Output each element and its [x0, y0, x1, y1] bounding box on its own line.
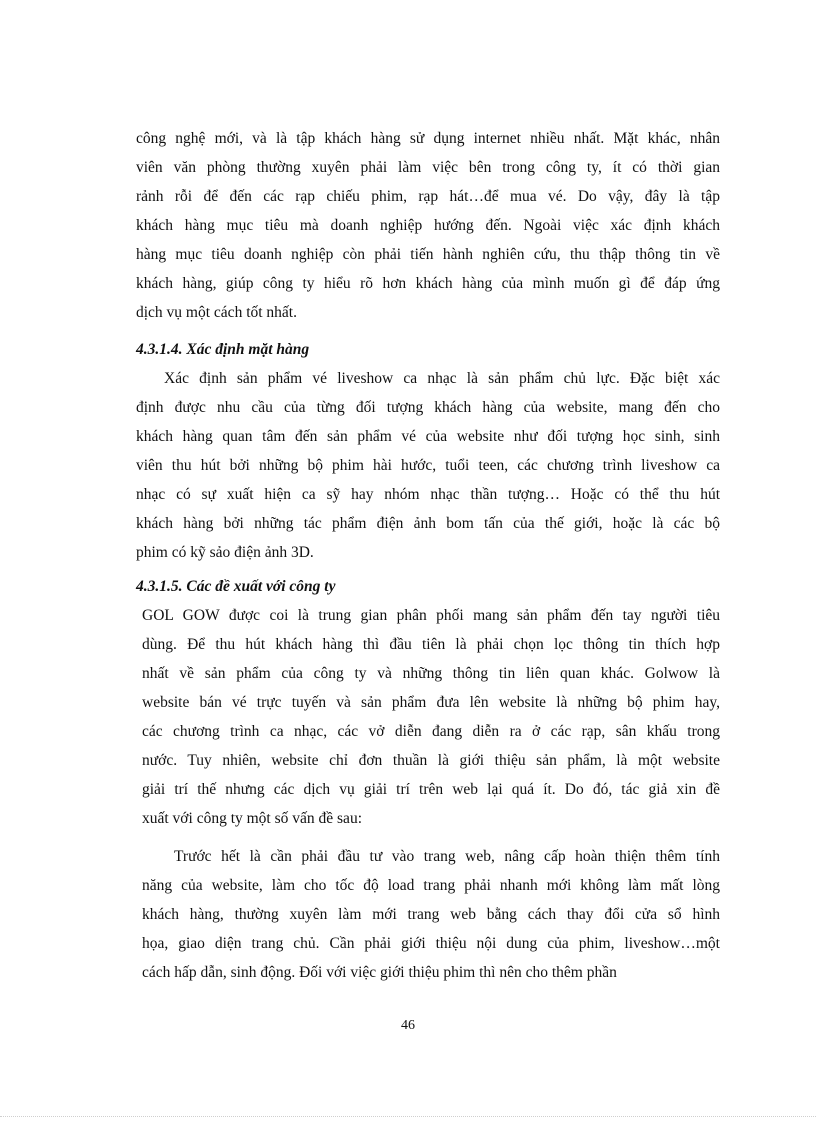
text-line: website bán vé trực tuyến và sản phẩm đưa lên website là những bộ phim hay, — [142, 694, 720, 711]
text-line: phim có kỹ sảo điện ảnh 3D. — [136, 544, 314, 561]
text-line: GOL GOW được coi là trung gian phân phối mang sản phẩm đến tay người tiêu — [142, 607, 720, 624]
text-line: nước. Tuy nhiên, website chỉ đơn thuần là giới thiệu sản phẩm, là một website — [142, 752, 720, 769]
text-line: dịch vụ một cách tốt nhất. — [136, 304, 297, 321]
text-line: nhất về sản phẩm của công ty và những thông tin liên quan khác. Golwow là — [142, 665, 720, 682]
text-line: khách hàng, thường xuyên làm mới trang web bằng cách thay đổi cửa sổ hình — [142, 906, 720, 923]
text-line: hàng mục tiêu doanh nghiệp còn phải tiến hành nghiên cứu, thu thập thông tin về — [136, 246, 720, 263]
paragraph-product-definition — [136, 364, 720, 567]
text-line: định được nhu cầu của từng đối tượng khách hàng của website, mang đến cho — [136, 399, 720, 416]
text-line: Xác định sản phẩm vé liveshow ca nhạc là sản phẩm chủ lực. Đặc biệt xác — [164, 370, 720, 387]
text-line: dùng. Để thu hút khách hàng thì đầu tiên là phải chọn lọc thông tin thích hợp — [142, 636, 720, 653]
text-line: khách hàng, giúp công ty hiểu rõ hơn khách hàng của mình muốn gì để đáp ứng — [136, 275, 720, 292]
paragraph-web-investment — [142, 842, 720, 987]
text-line: các chương trình ca nhạc, các vở diễn đang diễn ra ở các rạp, sân khấu trong — [142, 723, 720, 740]
text-line: giải trí thế nhưng các dịch vụ giải trí trên web lại quá ít. Do đó, tác giả xin đề — [142, 781, 720, 798]
text-line: nhạc có sự xuất hiện ca sỹ hay nhóm nhạc thần tượng… Hoặc có thể thu hút — [136, 486, 720, 503]
text-line: cách hấp dẫn, sinh động. Đối với việc giới thiệu phim thì nên cho thêm phần — [142, 964, 617, 981]
page-number: 46 — [401, 1018, 415, 1033]
section-heading-proposals: 4.3.1.5. Các đề xuất với công ty — [136, 578, 336, 595]
text-line: xuất với công ty một số vấn đề sau: — [142, 810, 362, 827]
text-line: viên thu hút bởi những bộ phim hài hước, tuổi teen, các chương trình liveshow ca — [136, 457, 720, 474]
paragraph-gol-gow — [142, 601, 720, 833]
text-line: công nghệ mới, và là tập khách hàng sử dụng internet nhiều nhất. Mặt khác, nhân — [136, 130, 720, 147]
text-line: khách hàng bởi những tác phẩm điện ảnh bom tấn của thế giới, hoặc là các bộ — [136, 515, 720, 532]
paragraph-target-customers — [136, 124, 720, 327]
text-line: Trước hết là cần phải đầu tư vào trang web, nâng cấp hoàn thiện thêm tính — [174, 848, 720, 865]
text-line: năng của website, làm cho tốc độ load trang phải nhanh mới không làm mất lòng — [142, 877, 720, 894]
text-line: viên văn phòng thường xuyên phải làm việc bên trong công ty, ít có thời gian — [136, 159, 720, 176]
section-heading-product: 4.3.1.4. Xác định mặt hàng — [136, 341, 310, 358]
text-line: khách hàng quan tâm đến sản phẩm vé của website như đối tượng học sinh, sinh — [136, 428, 720, 445]
text-line: rảnh rỗi để đến các rạp chiếu phim, rạp hát…để mua vé. Do vậy, đây là tập — [136, 188, 720, 205]
page-bottom-divider — [0, 1116, 816, 1117]
text-line: họa, giao diện trang chủ. Cần phải giới thiệu nội dung của phim, liveshow…một — [142, 935, 720, 952]
text-line: khách hàng mục tiêu mà doanh nghiệp hướng đến. Ngoài việc xác định khách — [136, 217, 720, 234]
